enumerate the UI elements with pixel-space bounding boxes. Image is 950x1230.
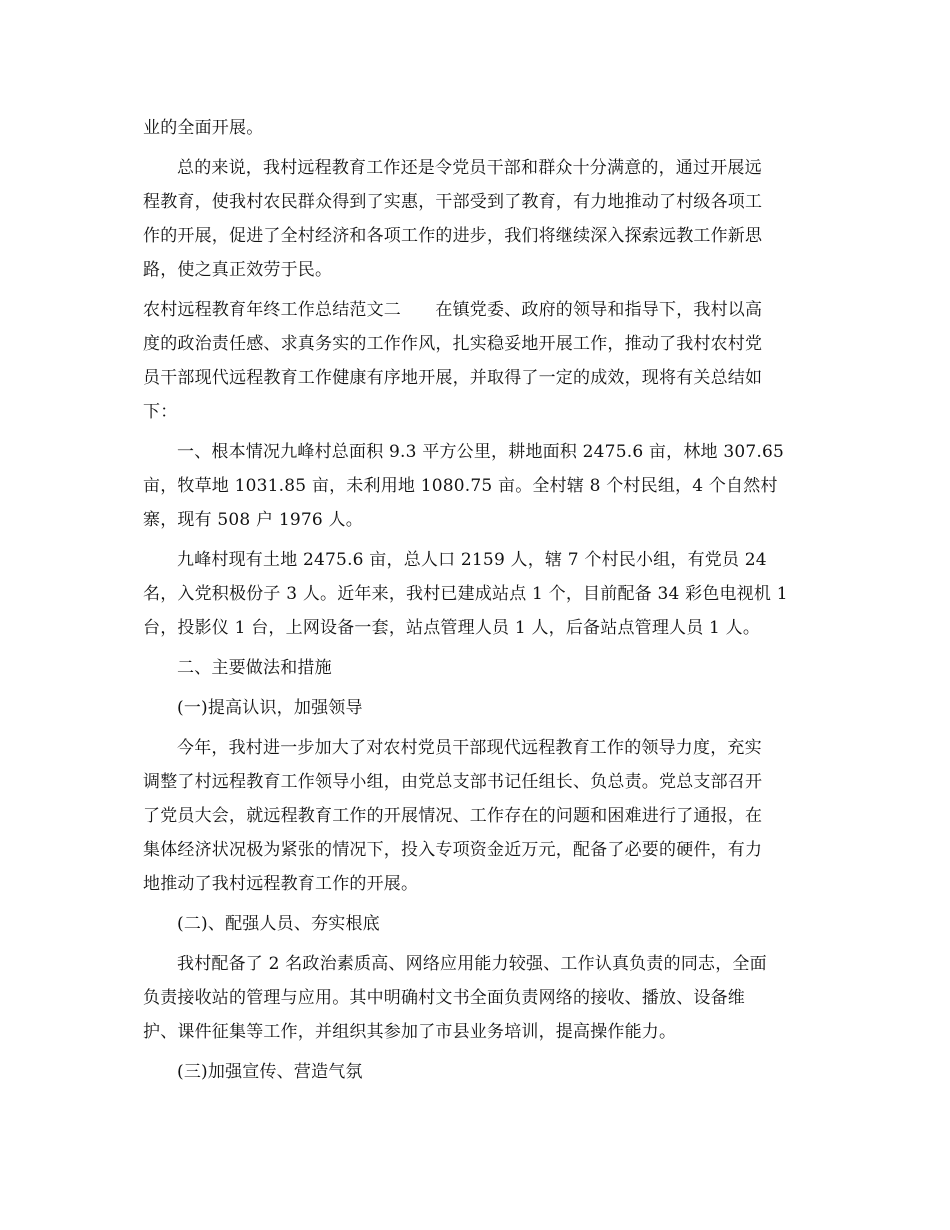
text-line-24: 我村配备了 2 名政治素质高、网络应用能力较强、工作认真负责的同志，全面 (177, 954, 767, 974)
text-line-18: 今年，我村进一步加大了对农村党员干部现代远程教育工作的领导力度，充实 (177, 738, 762, 758)
text-line-3: 程教育，使我村农民群众得到了实惠，干部受到了教育，有力地推动了村级各项工 (143, 192, 763, 212)
text-line-1: 业的全面开展。 (143, 118, 264, 138)
text-line-20: 了党员大会，就远程教育工作的开展情况、工作存在的问题和困难进行了通报，在 (143, 806, 763, 826)
text-line-6: 农村远程教育年终工作总结范文二 在镇党委、政府的领导和指导下，我村以高 (143, 300, 763, 320)
subsection-heading-2: (二)、配强人员、夯实根底 (177, 914, 380, 934)
text-line-9: 下： (143, 402, 178, 422)
text-line-7: 度的政治责任感、求真务实的工作作风，扎实稳妥地开展工作，推动了我村农村党 (143, 334, 763, 354)
text-line-13: 九峰村现有土地 2475.6 亩，总人口 2159 人，辖 7 个村民小组，有党员 24 (177, 550, 767, 570)
text-line-11: 亩，牧草地 1031.85 亩，未利用地 1080.75 亩。全村辖 8 个村民组，4 个自然村 (143, 476, 778, 496)
text-line-14: 名，入党积极份子 3 人。近年来，我村已建成站点 1 个，目前配备 34 彩色电视机 1 (143, 584, 788, 604)
text-line-15: 台，投影仪 1 台，上网设备一套，站点管理人员 1 人，后备站点管理人员 1 人。 (143, 618, 761, 638)
text-line-25: 负责接收站的管理与应用。其中明确村文书全面负责网络的接收、播放、设备维 (143, 988, 745, 1008)
section-heading-2: 二、主要做法和措施 (177, 658, 332, 678)
text-line-19: 调整了村远程教育工作领导小组，由党总支部书记任组长、负总责。党总支部召开 (143, 772, 763, 792)
text-line-4: 作的开展，促进了全村经济和各项工作的进步，我们将继续深入探索远教工作新思 (143, 226, 763, 246)
text-line-22: 地推动了我村远程教育工作的开展。 (143, 874, 419, 894)
text-line-8: 员干部现代远程教育工作健康有序地开展，并取得了一定的成效，现将有关总结如 (143, 368, 763, 388)
text-line-21: 集体经济状况极为紧张的情况下，投入专项资金近万元，配备了必要的硬件，有力 (143, 840, 763, 860)
text-line-12: 寨，现有 508 户 1976 人。 (143, 510, 363, 530)
text-line-26: 护、课件征集等工作，并组织其参加了市县业务培训，提高操作能力。 (143, 1022, 677, 1042)
text-line-10: 一、根本情况九峰村总面积 9.3 平方公里，耕地面积 2475.6 亩，林地 307.65 (177, 442, 785, 462)
text-line-5: 路，使之真正效劳于民。 (143, 260, 333, 280)
subsection-heading-1: (一)提高认识，加强领导 (177, 698, 363, 718)
text-line-2: 总的来说，我村远程教育工作还是令党员干部和群众十分满意的，通过开展远 (177, 158, 762, 178)
subsection-heading-3: (三)加强宣传、营造气氛 (177, 1062, 363, 1082)
